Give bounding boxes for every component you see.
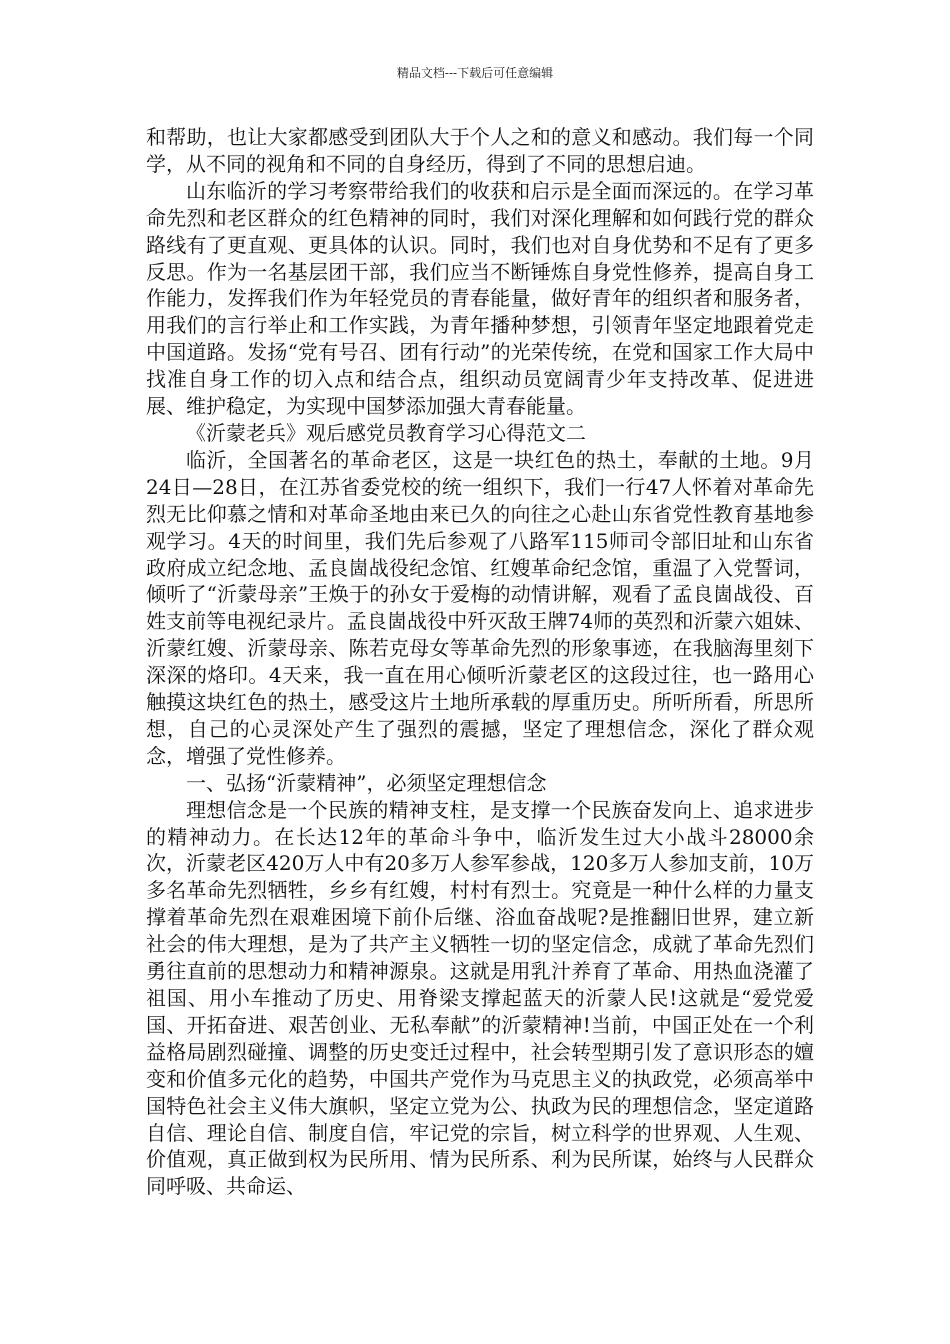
paragraph-reflection: 山东临沂的学习考察带给我们的收获和启示是全面而深远的。在学习革命先烈和老区群众的红色精神的同时，我们对深化理解和如何践行党的群众路线有了更直观、更具体的认识。同时，我们也对自身优势和不足有了更多反思。作为一名基层团干部，我们应当不断锤炼自身党性修养，提高自身工作能力，发挥我们作为年轻党员的青春能量，做好青年的组织者和服务者，用我们的言行举止和工作实践，为青年播种梦想，引领青年坚定地跟着党走中国道路。发扬“党有号召、团有行动”的光荣传统，在党和国家工作大局中找准自身工作的切入点和结合点，组织动员宽阔青少年支持改革、促进进展、维护稳定，为实现中国梦添加强大青春能量。 bbox=[146, 178, 814, 419]
section-heading-1: 一、弘扬“沂蒙精神”，必须坚定理想信念 bbox=[186, 770, 547, 795]
document-body bbox=[146, 124, 814, 1200]
paragraph-continuation: 和帮助，也让大家都感受到团队大于个人之和的意义和感动。我们每一个同学，从不同的视角和不同的自身经历，得到了不同的思想启迪。 bbox=[146, 125, 814, 176]
article-title: 《沂蒙老兵》观后感党员教育学习心得范文二 bbox=[186, 420, 586, 445]
paragraph-ideals-beliefs: 理想信念是一个民族的精神支柱，是支撑一个民族奋发向上、追求进步的精神动力。在长达12年的革命斗争中，临沂发生过大小战斗28000余次，沂蒙老区420万人中有20多万人参军参战，120多万人参加支前，10万多名革命先烈牺牲，乡乡有红嫂，村村有烈士。究竟是一种什么样的力量支撑着革命先烈在艰难困境下前仆后继、浴血奋战呢?是推翻旧世界，建立新社会的伟大理想，是为了共产主义牺牲一切的坚定信念，成就了革命先烈们勇往直前的思想动力和精神源泉。这就是用乳汁养育了革命、用热血浇灌了祖国、用小车推动了历史、用脊梁支撑起蓝天的沂蒙人民!这就是“爱党爱国、开拓奋进、艰苦创业、无私奉献”的沂蒙精神!当前，中国正处在一个利益格局剧烈碰撞、调整的历史变迁过程中，社会转型期引发了意识形态的嬗变和价值多元化的趋势，中国共产党作为马克思主义的执政党，必须高举中国特色社会主义伟大旗帜，坚定立党为公、执政为民的理想信念，坚定道路自信、理论自信、制度自信，牢记党的宗旨，树立科学的世界观、人生观、价值观，真正做到权为民所用、情为民所系、利为民所谋，始终与人民群众同呼吸、共命运、 bbox=[146, 797, 814, 1199]
page-header: 精品文档---下载后可任意编辑 bbox=[396, 66, 554, 80]
paragraph-linyi-visit: 临沂，全国著名的革命老区，这是一块红色的热土，奉献的土地。9月24日—28日，在江苏省委党校的统一组织下，我们一行47人怀着对革命先烈无比仰慕之情和对革命圣地由来已久的向往之心赴山东省党性教育基地参观学习。4天的时间里，我们先后参观了八路军115师司令部旧址和山东省政府成立纪念地、孟良崮战役纪念馆、红嫂革命纪念馆，重温了入党誓词，倾听了“沂蒙母亲”王焕于的孙女于爱梅的动情讲解，观看了孟良崮战役、百姓支前等电视纪录片。孟良崮战役中歼灭敌王牌74师的英烈和沂蒙六姐妹、沂蒙红嫂、沂蒙母亲、陈若克母女等革命先烈的形象事迹，在我脑海里刻下深深的烙印。4天来，我一直在用心倾听沂蒙老区的这段过往，也一路用心触摸这块红色的热土，感受这片土地所承载的厚重历史。所听所看，所思所想，自己的心灵深处产生了强烈的震撼，坚定了理想信念，深化了群众观念，增强了党性修养。 bbox=[146, 447, 814, 768]
